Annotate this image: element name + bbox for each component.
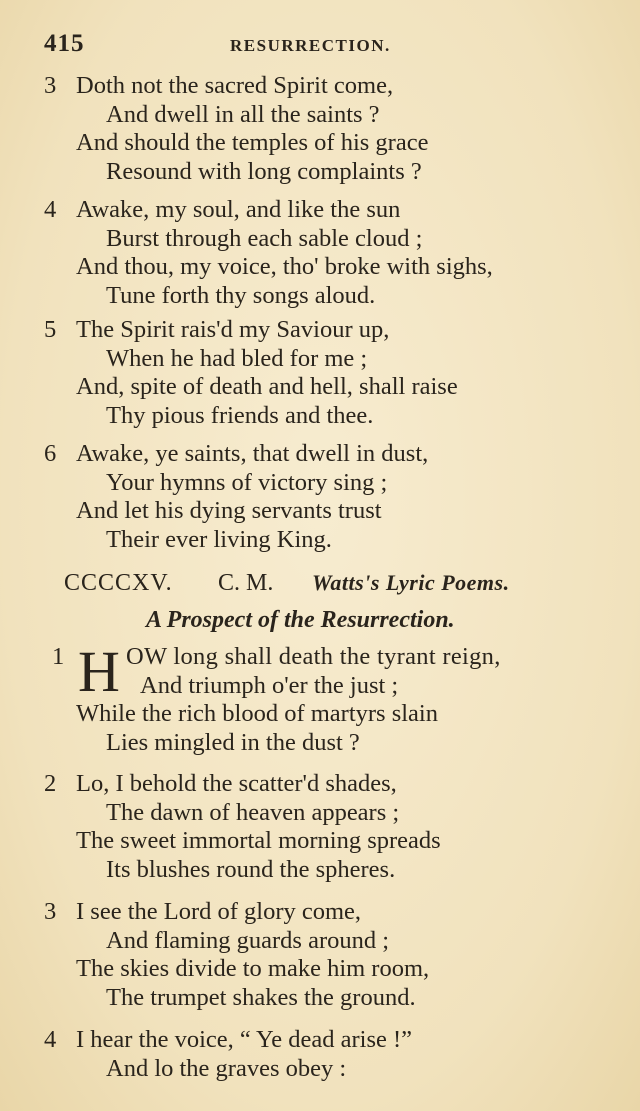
verse-line: And dwell in all the saints ? — [106, 100, 380, 128]
verse-line: And triumph o'er the just ; — [140, 671, 399, 699]
stanza-number: 4 — [44, 1026, 57, 1053]
verse-line: Burst through each sable cloud ; — [106, 224, 423, 252]
verse-line: 4 Awake, my soul, and like the sun — [44, 196, 401, 223]
verse-line: 3 Doth not the sacred Spirit come, — [44, 72, 394, 99]
stanza — [44, 196, 624, 310]
hymn-number: CCCCXV. — [64, 570, 173, 596]
verse-line: The sweet immortal morning spreads — [76, 827, 441, 854]
verse-line: And thou, my voice, tho' broke with sighs, — [76, 253, 493, 280]
verse-line: And should the temples of his grace — [76, 129, 429, 156]
stanza-number: 1 — [52, 643, 65, 670]
stanza — [44, 1026, 624, 1083]
page-header — [44, 30, 604, 60]
running-head: RESURRECTION. — [230, 36, 391, 55]
stanza-number: 5 — [44, 316, 57, 343]
verse-line: Tune forth thy songs aloud. — [106, 281, 376, 309]
hymn-heading — [64, 570, 624, 602]
stanza-number: 3 — [44, 898, 57, 925]
stanza — [44, 72, 624, 186]
stanza-number: 4 — [44, 196, 57, 223]
verse-line: Lies mingled in the dust ? — [106, 728, 360, 756]
stanza — [44, 770, 624, 884]
verse-line: The trumpet shakes the ground. — [106, 983, 416, 1011]
stanza — [44, 316, 624, 430]
verse-line: 2 Lo, I behold the scatter'd shades, — [44, 770, 397, 797]
verse-line: When he had bled for me ; — [106, 344, 368, 372]
verse-line: While the rich blood of martyrs slain — [76, 700, 438, 727]
drop-cap: H — [78, 639, 120, 704]
verse-line: The dawn of heaven appears ; — [106, 798, 400, 826]
hymn-title: A Prospect of the Resurrection. — [146, 607, 455, 633]
verse-line: 3 I see the Lord of glory come, — [44, 898, 362, 925]
verse-line: Their ever living King. — [106, 525, 332, 553]
stanza-number: 6 — [44, 440, 57, 467]
verse-line: OW long shall death the tyrant reign, — [126, 643, 501, 670]
verse-line: Thy pious friends and thee. — [106, 401, 374, 429]
stanza — [44, 898, 624, 1012]
verse-line: And lo the graves obey : — [106, 1054, 347, 1082]
hymn-source: Watts's Lyric Poems. — [312, 570, 510, 595]
verse-line: And, spite of death and hell, shall raise — [76, 373, 458, 400]
verse-line: 6 Awake, ye saints, that dwell in dust, — [44, 440, 429, 467]
stanza-number: 3 — [44, 72, 57, 99]
verse-line: Your hymns of victory sing ; — [106, 468, 388, 496]
stanza — [44, 639, 624, 757]
verse-line: Resound with long complaints ? — [106, 157, 422, 185]
hymn-meter: C. M. — [218, 570, 274, 596]
verse-line: Its blushes round the spheres. — [106, 855, 396, 883]
verse-line: The skies divide to make him room, — [76, 955, 430, 982]
verse-line: And let his dying servants trust — [76, 497, 382, 524]
page-number: 415 — [44, 30, 85, 57]
verse-line: 5 The Spirit rais'd my Saviour up, — [44, 316, 390, 343]
stanza-number: 2 — [44, 770, 57, 797]
verse-line: 4 I hear the voice, “ Ye dead arise !” — [44, 1026, 413, 1053]
stanza — [44, 440, 624, 554]
verse-line: And flaming guards around ; — [106, 926, 390, 954]
